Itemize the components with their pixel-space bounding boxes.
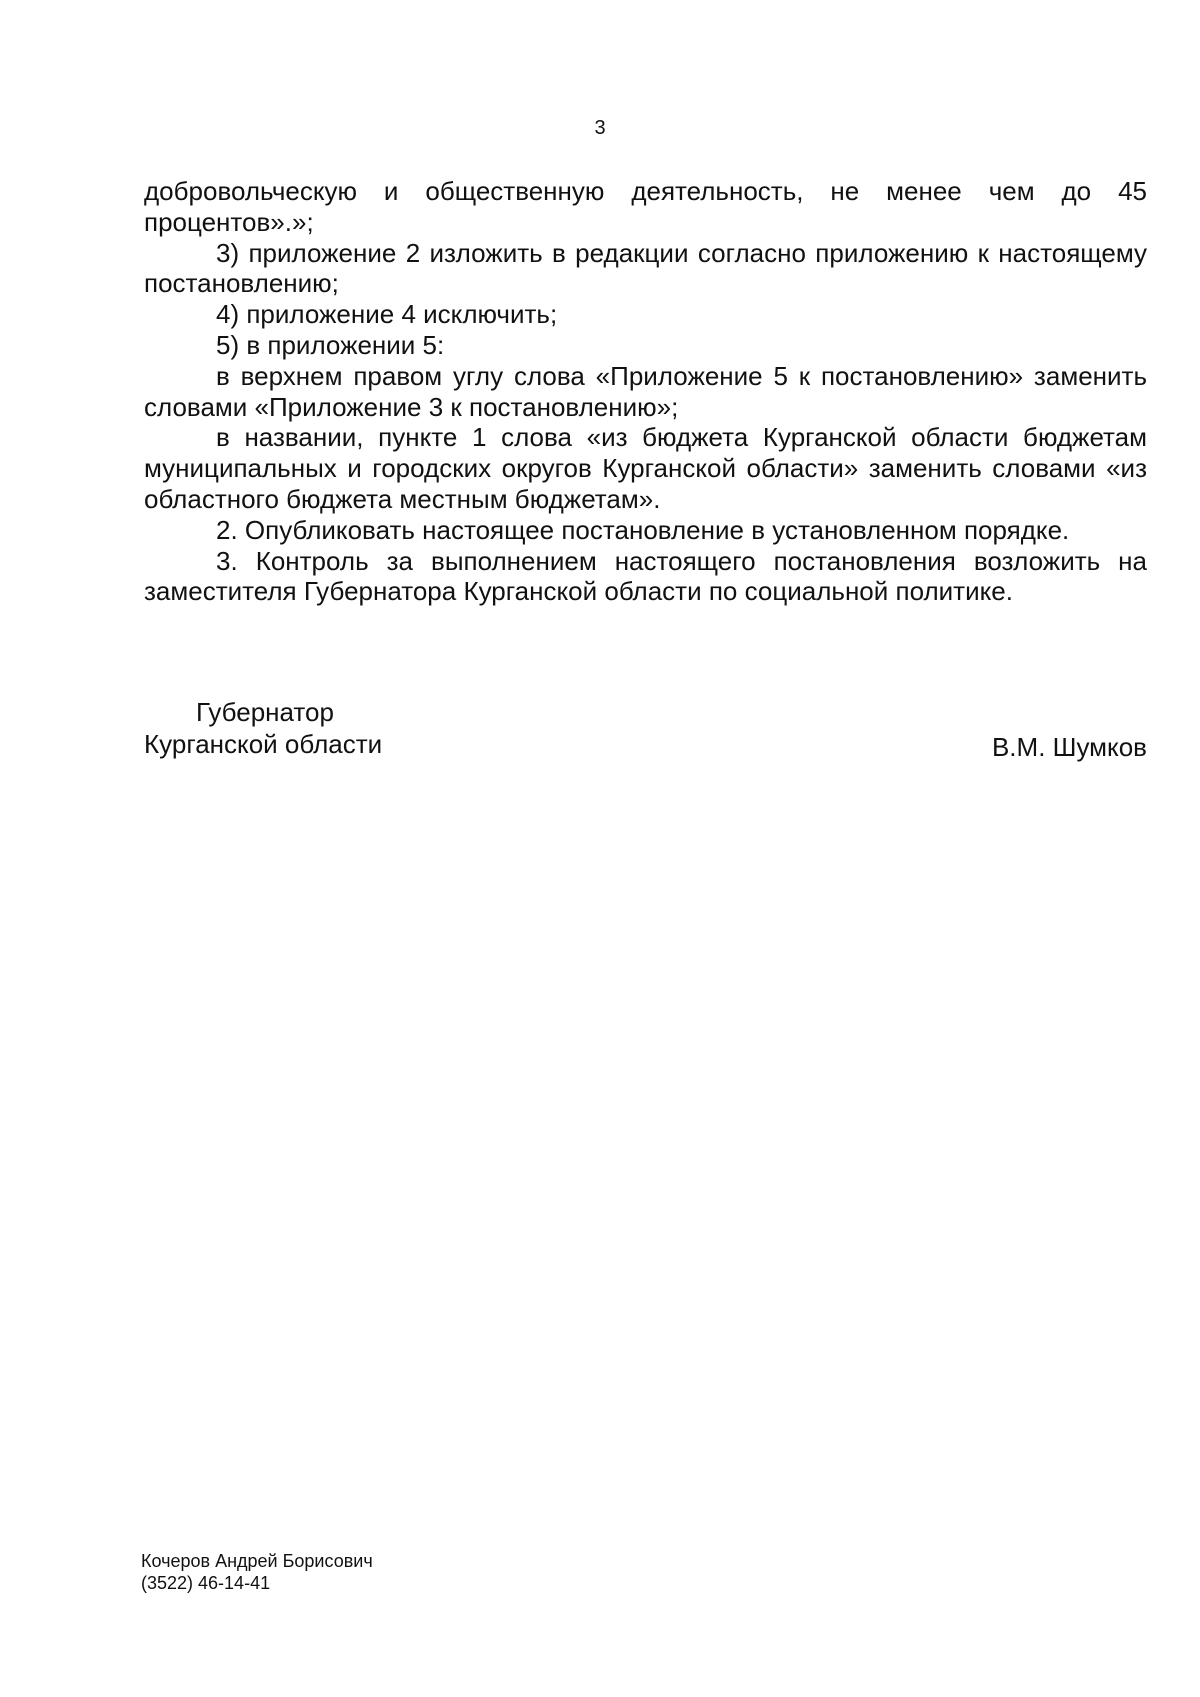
paragraph-item-3: 3) приложение 2 изложить в редакции согласно приложению к настоящему постановлению; <box>144 237 1147 299</box>
contact-phone: (3522) 46-14-41 <box>141 1573 271 1593</box>
signature-title-line1: Губернатор <box>196 697 334 727</box>
paragraph-item-5-title: в названии, пункте 1 слова «из бюджета Курганской области бюджетам муниципальных и городских округов Курганской области» заменить словами «из областного бюджета местным бюджетам». <box>144 422 1147 514</box>
paragraph-control: 3. Контроль за выполнением настоящего постановления возложить на заместителя Губернатора Курганской области по социальной политике. <box>144 545 1147 607</box>
paragraph-item-5: 5) в приложении 5: <box>216 329 445 360</box>
paragraph-publish: 2. Опубликовать настоящее постановление в установленном порядке. <box>216 514 1070 545</box>
paragraph-item-4: 4) приложение 4 исключить; <box>216 299 558 330</box>
document-body <box>144 176 1147 607</box>
paragraph-item-5-corner: в верхнем правом углу слова «Приложение 5 к постановлению» заменить словами «Приложение 3 к постановлению»; <box>144 360 1147 422</box>
paragraph-continuation: добровольческую и общественную деятельность, не менее чем до 45 процентов».»; <box>144 176 1147 237</box>
signature-title-line2: Курганской области <box>144 729 383 759</box>
signature-name: В.М. Шумков <box>991 732 1147 762</box>
page-number: 3 <box>594 117 606 139</box>
contact-name: Кочеров Андрей Борисович <box>141 1551 373 1571</box>
contact-block <box>141 1550 373 1594</box>
